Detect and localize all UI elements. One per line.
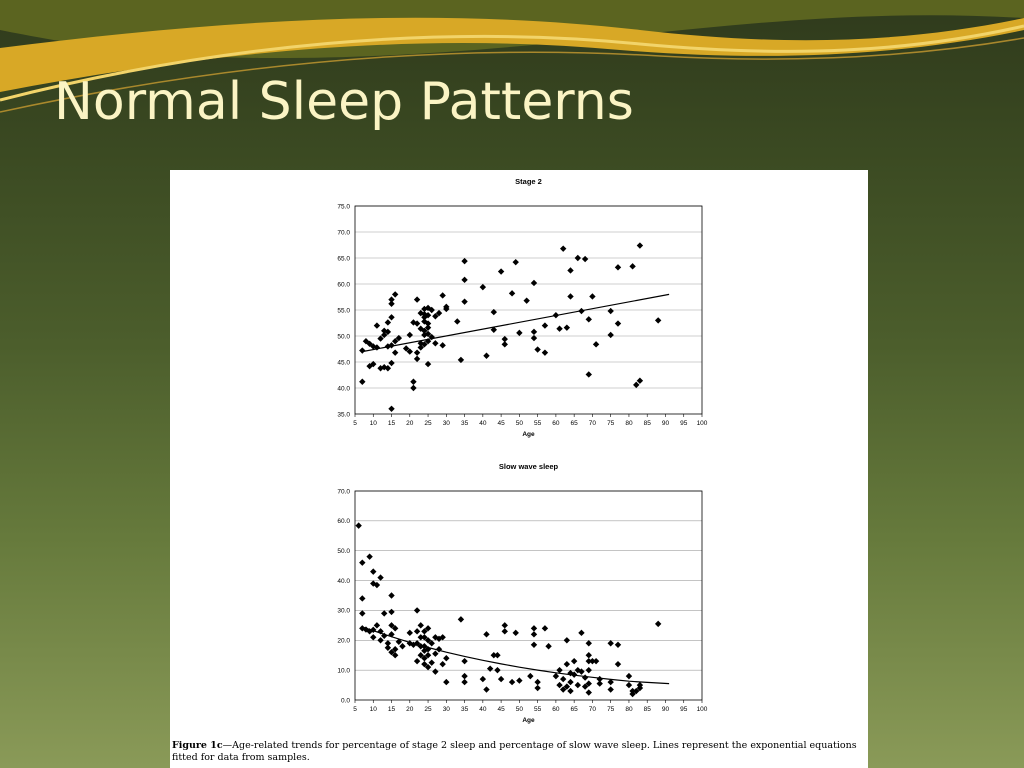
data-point (582, 256, 588, 262)
data-point (359, 347, 365, 353)
data-point (509, 679, 515, 685)
y-tick-label: 70.0 (337, 488, 350, 496)
chart-title: Slow wave sleep (498, 462, 559, 471)
y-tick-label: 65.0 (337, 255, 350, 263)
x-tick-label: 100 (696, 420, 708, 427)
data-point (374, 322, 380, 328)
x-tick-label: 20 (406, 420, 414, 427)
x-tick-label: 60 (552, 420, 560, 427)
data-point (410, 385, 416, 391)
data-point (359, 595, 365, 601)
data-point (626, 682, 632, 688)
data-point (454, 318, 460, 324)
data-point (516, 330, 522, 336)
x-tick-label: 45 (497, 706, 505, 713)
x-axis-label: Age (522, 717, 535, 724)
data-point (432, 651, 438, 657)
data-point (502, 622, 508, 628)
data-point (534, 685, 540, 691)
data-point (377, 637, 383, 643)
data-point (586, 689, 592, 695)
data-point (502, 628, 508, 634)
slow-wave-chart (170, 460, 868, 760)
data-point (414, 349, 420, 355)
x-tick-label: 40 (479, 706, 487, 713)
data-point (655, 317, 661, 323)
data-point (381, 610, 387, 616)
data-point (637, 242, 643, 248)
data-point (461, 679, 467, 685)
data-point (560, 676, 566, 682)
data-point (370, 634, 376, 640)
data-point (593, 341, 599, 347)
x-tick-label: 45 (497, 420, 505, 427)
data-point (513, 259, 519, 265)
data-point (607, 332, 613, 338)
x-tick-label: 70 (588, 420, 597, 427)
data-point (414, 658, 420, 664)
data-point (461, 673, 467, 679)
data-point (542, 625, 548, 631)
data-point (586, 316, 592, 322)
data-point (523, 297, 529, 303)
data-point (388, 406, 394, 412)
data-point (527, 673, 533, 679)
data-point (513, 630, 519, 636)
y-tick-label: 40.0 (337, 385, 350, 393)
data-point (564, 324, 570, 330)
data-point (388, 301, 394, 307)
data-point (626, 673, 632, 679)
y-tick-label: 50.0 (337, 333, 350, 341)
y-tick-label: 35.0 (337, 411, 350, 419)
y-tick-label: 30.0 (337, 607, 350, 615)
data-point (589, 293, 595, 299)
data-point (374, 622, 380, 628)
data-point (531, 631, 537, 637)
data-point (443, 679, 449, 685)
data-point (502, 341, 508, 347)
data-point (567, 679, 573, 685)
data-point (534, 346, 540, 352)
data-point (509, 290, 515, 296)
data-point (399, 643, 405, 649)
x-tick-label: 15 (387, 420, 396, 427)
data-point (410, 379, 416, 385)
x-tick-label: 40 (479, 420, 487, 427)
data-point (615, 642, 621, 648)
data-point (575, 255, 581, 261)
data-point (359, 559, 365, 565)
data-point (498, 268, 504, 274)
y-tick-label: 45.0 (337, 359, 350, 367)
x-tick-label: 100 (696, 706, 708, 713)
y-tick-label: 60.0 (337, 281, 350, 289)
data-point (531, 329, 537, 335)
data-point (553, 673, 559, 679)
x-tick-label: 55 (534, 706, 542, 713)
x-tick-label: 70 (588, 706, 597, 713)
data-point (359, 610, 365, 616)
data-point (407, 630, 413, 636)
data-point (439, 342, 445, 348)
x-tick-label: 95 (680, 706, 688, 713)
x-tick-label: 25 (424, 706, 432, 713)
data-point (597, 680, 603, 686)
data-point (593, 658, 599, 664)
data-point (498, 676, 504, 682)
x-tick-label: 50 (515, 706, 523, 713)
data-point (392, 349, 398, 355)
y-tick-label: 70.0 (337, 229, 350, 237)
data-point (607, 308, 613, 314)
x-tick-label: 75 (607, 420, 615, 427)
data-point (483, 353, 489, 359)
data-point (432, 668, 438, 674)
data-point (531, 642, 537, 648)
data-point (439, 661, 445, 667)
data-point (607, 686, 613, 692)
y-tick-label: 60.0 (337, 518, 350, 526)
data-point (560, 245, 566, 251)
x-tick-label: 65 (570, 420, 578, 427)
data-point (655, 621, 661, 627)
data-point (516, 677, 522, 683)
data-point (385, 645, 391, 651)
data-point (531, 280, 537, 286)
figure-caption (172, 740, 868, 764)
x-tick-label: 20 (406, 706, 414, 713)
data-point (429, 659, 435, 665)
y-tick-label: 10.0 (337, 667, 350, 675)
y-tick-label: 50.0 (337, 548, 350, 556)
slide-title: Normal Sleep Patterns (54, 72, 634, 132)
x-tick-label: 65 (570, 706, 578, 713)
data-point (586, 371, 592, 377)
data-point (461, 277, 467, 283)
caption-text: —Age-related trends for percentage of stage 2 sleep and percentage of slow wave sleep. Lines represent the exponential equations fitted for data from samples. (172, 740, 857, 763)
data-point (615, 264, 621, 270)
data-point (567, 293, 573, 299)
data-point (531, 625, 537, 631)
chart-title: Stage 2 (515, 177, 542, 186)
x-tick-label: 35 (460, 706, 469, 713)
x-tick-label: 55 (534, 420, 542, 427)
data-point (615, 661, 621, 667)
data-point (582, 674, 588, 680)
data-point (556, 682, 562, 688)
x-tick-label: 90 (661, 420, 670, 427)
stage2-chart (170, 170, 868, 470)
data-point (607, 640, 613, 646)
data-point (414, 607, 420, 613)
data-point (388, 314, 394, 320)
data-point (355, 522, 361, 528)
x-tick-label: 85 (643, 420, 651, 427)
x-tick-label: 5 (353, 420, 357, 427)
data-point (586, 652, 592, 658)
x-tick-label: 90 (661, 706, 670, 713)
data-point (392, 291, 398, 297)
data-point (359, 379, 365, 385)
caption-figure-label: Figure 1c (172, 740, 223, 751)
data-point (567, 688, 573, 694)
data-point (534, 679, 540, 685)
x-tick-label: 75 (607, 706, 615, 713)
x-tick-label: 95 (680, 420, 688, 427)
data-point (633, 382, 639, 388)
x-tick-label: 10 (369, 420, 377, 427)
y-tick-label: 0.0 (340, 697, 350, 705)
data-point (443, 655, 449, 661)
data-point (461, 258, 467, 264)
data-point (458, 616, 464, 622)
data-point (388, 592, 394, 598)
data-point (461, 658, 467, 664)
data-point (564, 637, 570, 643)
data-point (564, 661, 570, 667)
data-point (480, 284, 486, 290)
x-tick-label: 80 (625, 420, 633, 427)
x-tick-label: 30 (442, 420, 450, 427)
y-tick-label: 40.0 (337, 577, 350, 585)
data-point (388, 360, 394, 366)
data-point (567, 267, 573, 273)
data-point (439, 292, 445, 298)
data-point (483, 686, 489, 692)
data-point (418, 622, 424, 628)
x-tick-label: 80 (625, 706, 633, 713)
data-point (483, 631, 489, 637)
data-point (370, 568, 376, 574)
data-point (414, 628, 420, 634)
x-tick-label: 30 (442, 706, 450, 713)
y-tick-label: 20.0 (337, 637, 350, 645)
x-tick-label: 35 (460, 420, 469, 427)
x-axis-label: Age (522, 431, 535, 438)
data-point (377, 574, 383, 580)
y-tick-label: 75.0 (337, 203, 350, 211)
data-point (545, 643, 551, 649)
data-point (556, 326, 562, 332)
data-point (407, 332, 413, 338)
data-point (586, 640, 592, 646)
x-tick-label: 85 (643, 706, 651, 713)
data-point (571, 658, 577, 664)
data-point (414, 356, 420, 362)
x-tick-label: 60 (552, 706, 560, 713)
x-tick-label: 5 (353, 706, 357, 713)
data-point (480, 676, 486, 682)
data-point (637, 378, 643, 384)
data-point (414, 296, 420, 302)
data-point (494, 652, 500, 658)
figure-panel (170, 170, 868, 768)
x-tick-label: 10 (369, 706, 377, 713)
data-point (542, 322, 548, 328)
trendline (362, 294, 669, 351)
data-point (586, 667, 592, 673)
data-point (388, 609, 394, 615)
data-point (575, 682, 581, 688)
data-point (578, 630, 584, 636)
data-point (615, 320, 621, 326)
data-point (494, 667, 500, 673)
x-tick-label: 50 (515, 420, 523, 427)
data-point (461, 298, 467, 304)
x-tick-label: 15 (387, 706, 396, 713)
data-point (366, 553, 372, 559)
data-point (432, 340, 438, 346)
data-point (487, 665, 493, 671)
data-point (629, 263, 635, 269)
data-point (542, 349, 548, 355)
x-tick-label: 25 (424, 420, 432, 427)
y-tick-label: 55.0 (337, 307, 350, 315)
data-point (385, 319, 391, 325)
